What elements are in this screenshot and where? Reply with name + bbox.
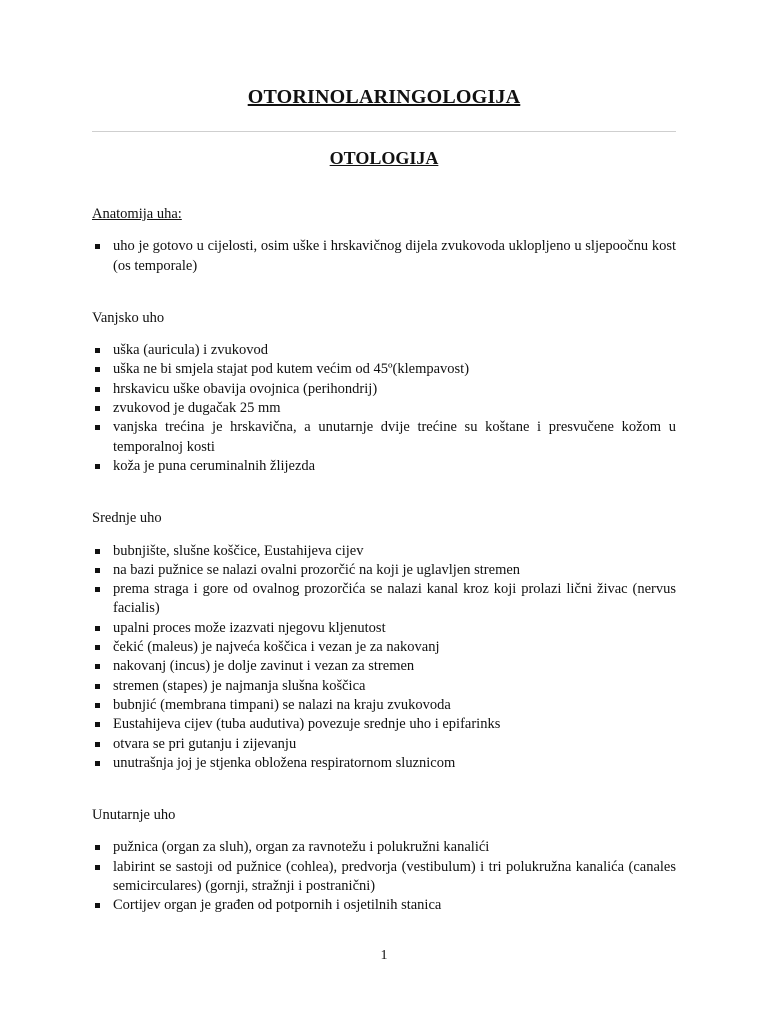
bullet-list — [92, 838, 676, 915]
section-heading: Anatomija uha: — [92, 206, 182, 222]
list-item: hrskavicu uške obavija ovojnica (perihondrij) — [92, 380, 676, 399]
bullet-list — [92, 237, 676, 276]
list-item: nakovanj (incus) je dolje zavinut i vezan za stremen — [92, 657, 676, 676]
title-divider — [92, 131, 676, 132]
list-item: upalni proces može izazvati njegovu kljenutost — [92, 619, 676, 638]
list-item: na bazi pužnice se nalazi ovalni prozorčić na koji je uglavljen stremen — [92, 561, 676, 580]
list-item: zvukovod je dugačak 25 mm — [92, 399, 676, 418]
list-item: čekić (maleus) je najveća koščica i vezan je za nakovanj — [92, 638, 676, 657]
list-item: Cortijev organ je građen od potpornih i osjetilnih stanica — [92, 896, 676, 915]
list-item: bubnjište, slušne koščice, Eustahijeva cijev — [92, 542, 676, 561]
list-item: uho je gotovo u cijelosti, osim uške i hrskavičnog dijela zvukovoda uklopljeno u sljepoočnu kost (os temporale) — [92, 237, 676, 276]
list-item: vanjska trećina je hrskavična, a unutarnje dvije trećine su koštane i presvučene kožom u temporalnoj kosti — [92, 418, 676, 457]
list-item: unutrašnja joj je stjenka obložena respiratornom sluznicom — [92, 754, 676, 773]
list-item: prema straga i gore od ovalnog prozorčića se nalazi kanal kroz koji prolazi lični živac (nervus facialis) — [92, 580, 676, 619]
document-title: OTORINOLARINGOLOGIJA — [247, 86, 521, 108]
section-heading: Vanjsko uho — [92, 309, 165, 326]
bullet-list — [92, 341, 676, 476]
list-item: bubnjić (membrana timpani) se nalazi na kraju zvukovoda — [92, 696, 676, 715]
list-item: uška ne bi smjela stajat pod kutem većim od 45º(klempavost) — [92, 360, 676, 379]
bullet-list — [92, 542, 676, 774]
section-unutarnje-uho — [92, 806, 676, 915]
document-body — [92, 205, 676, 916]
page-number: 1 — [380, 948, 388, 963]
section-anatomija-uha — [92, 205, 676, 276]
list-item: Eustahijeva cijev (tuba audutiva) povezuje srednje uho i epifarinks — [92, 715, 676, 734]
list-item: pužnica (organ za sluh), organ za ravnotežu i polukružni kanalići — [92, 838, 676, 857]
section-vanjsko-uho — [92, 309, 676, 476]
list-item: koža je puna ceruminalnih žlijezda — [92, 457, 676, 476]
section-srednje-uho — [92, 509, 676, 773]
list-item: stremen (stapes) je najmanja slušna koščica — [92, 677, 676, 696]
section-title: OTOLOGIJA — [329, 148, 439, 168]
section-heading: Srednje uho — [92, 510, 162, 527]
section-heading: Unutarnje uho — [92, 807, 176, 824]
list-item: uška (auricula) i zvukovod — [92, 341, 676, 360]
list-item: labirint se sastoji od pužnice (cohlea), predvorja (vestibulum) i tri polukružna kanalića (canales semicirculares) (gornji, stražnji i postranični) — [92, 858, 676, 897]
list-item: otvara se pri gutanju i zijevanju — [92, 735, 676, 754]
